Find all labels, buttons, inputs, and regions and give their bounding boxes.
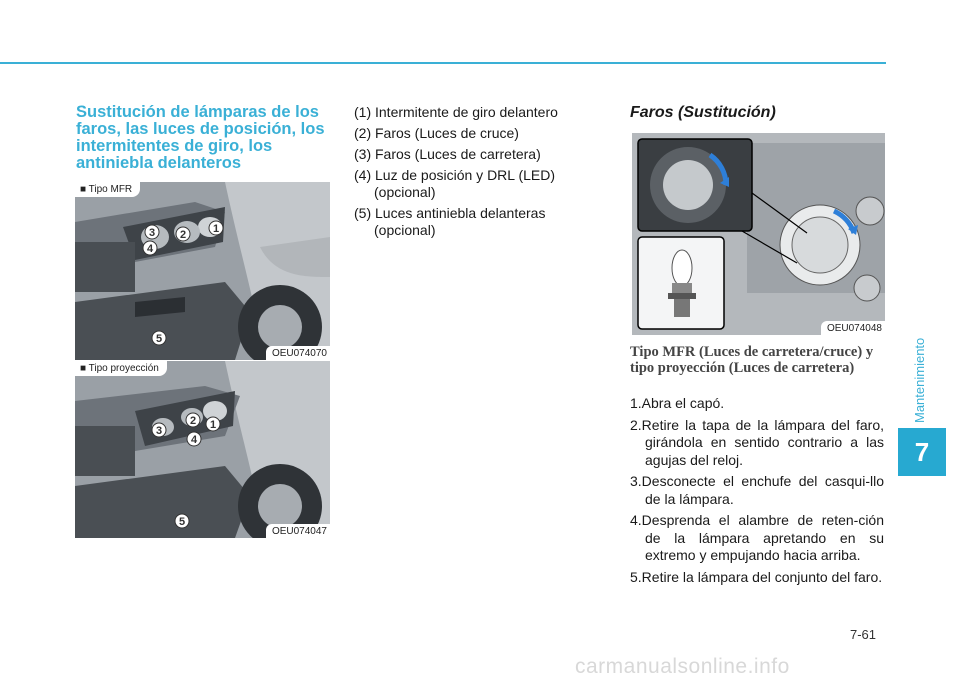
figure-code: OEU074048	[821, 321, 885, 335]
figure-tag: ■ Tipo MFR	[75, 182, 140, 197]
subsection-title: Faros (Sustitución)	[630, 104, 776, 121]
chapter-number-badge: 7	[898, 428, 946, 476]
section-title: Sustitución de lámparas de los faros, las luces de posición, los intermitentes de giro, los antiniebla delanteros	[76, 103, 325, 172]
procedure-step: 2.Retire la tapa de la lámpara del faro, girándola en sentido contrario a las agujas del reloj.	[630, 416, 884, 468]
procedure-heading: Tipo MFR (Luces de carretera/cruce) y tipo proyección (Luces de carretera)	[630, 344, 874, 376]
svg-text:4: 4	[146, 243, 154, 255]
callout-4	[187, 432, 201, 446]
svg-text:4: 4	[190, 434, 198, 446]
figure-tag: ■ Tipo proyección	[75, 361, 167, 376]
svg-text:5: 5	[178, 516, 186, 528]
svg-text:2: 2	[189, 415, 197, 427]
callout-1	[209, 221, 223, 235]
svg-text:5: 5	[155, 333, 163, 345]
bulb-replacement-illustration	[632, 133, 885, 335]
svg-text:1: 1	[212, 223, 220, 235]
chapter-side-label: Mantenimiento	[912, 337, 927, 423]
component-legend-list	[354, 104, 594, 243]
procedure-step: 3.Desconecte el enchufe del casqui-llo de la lámpara.	[630, 473, 884, 507]
headlamp-bulb-diagram	[632, 133, 885, 335]
procedure-step: 1.Abra el capó.	[630, 395, 725, 411]
procedure-steps	[630, 395, 884, 590]
procedure-step: 4.Desprenda el alambre de reten-ción de la lámpara apretando en su extremo y empujando hacia arriba.	[630, 512, 884, 563]
callout-2	[176, 227, 190, 241]
callout-5	[175, 514, 189, 528]
callout-5	[152, 331, 166, 345]
headlamp-photo-projection	[75, 361, 330, 538]
legend-item: (3) Faros (Luces de carretera)	[354, 146, 541, 162]
header-rule	[0, 62, 886, 64]
legend-item: (5) Luces antiniebla delanteras (opcional)	[354, 205, 546, 238]
legend-item: (1) Intermitente de giro delantero	[354, 104, 558, 120]
callout-4	[143, 241, 157, 255]
svg-text:2: 2	[179, 229, 187, 241]
page-number: 7-61	[850, 627, 877, 642]
svg-text:3: 3	[148, 227, 156, 239]
watermark-text: carmanualsonline.info	[575, 655, 790, 678]
figure-code: OEU074047	[266, 524, 330, 538]
callout-markers-mfr	[75, 182, 330, 360]
svg-text:1: 1	[209, 419, 217, 431]
callout-markers-projection	[75, 361, 330, 538]
callout-3	[152, 423, 166, 437]
svg-text:3: 3	[155, 425, 163, 437]
callout-2	[186, 413, 200, 427]
procedure-step: 5.Retire la lámpara del conjunto del faro.	[630, 568, 883, 585]
legend-item: (4) Luz de posición y DRL (LED) (opcional)	[354, 167, 556, 200]
callout-1	[206, 417, 220, 431]
callout-3	[145, 225, 159, 239]
headlamp-photo-mfr	[75, 182, 330, 360]
figure-code: OEU074070	[266, 346, 330, 360]
legend-item: (2) Faros (Luces de cruce)	[354, 125, 519, 141]
